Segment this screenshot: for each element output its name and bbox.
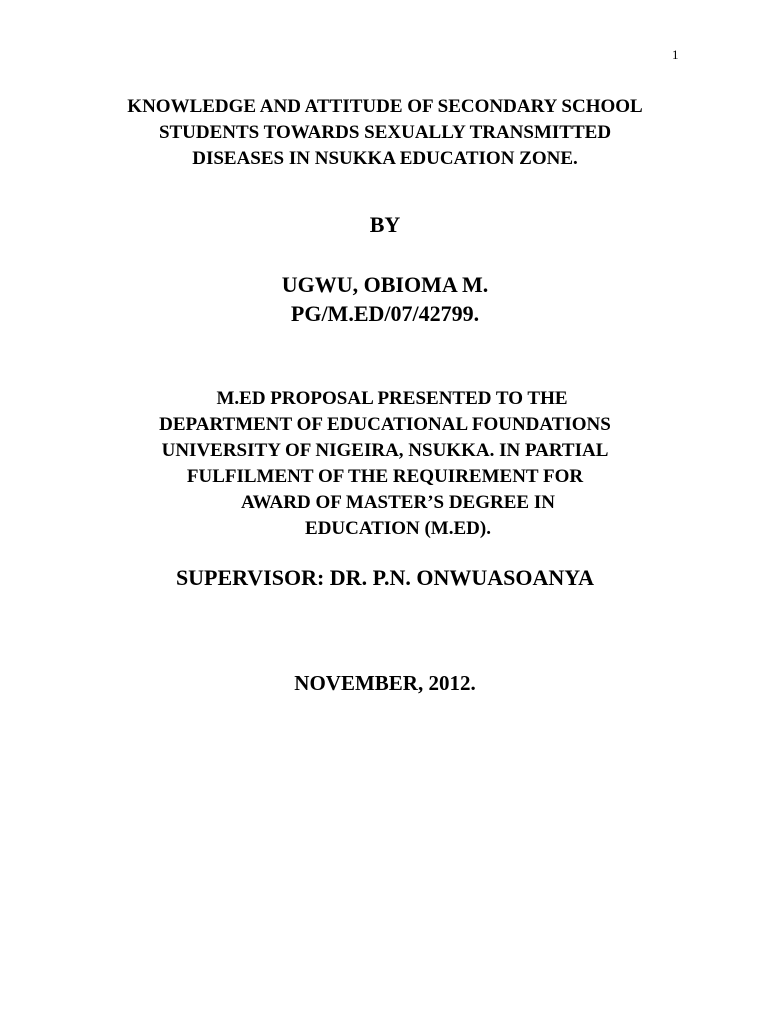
proposal-line: DEPARTMENT OF EDUCATIONAL FOUNDATIONS [159,414,611,435]
proposal-line: M.ED PROPOSAL PRESENTED TO THE [216,388,568,409]
page-number: 1 [672,47,679,62]
title-line: KNOWLEDGE AND ATTITUDE OF SECONDARY SCHOOL [127,96,643,117]
proposal-line: AWARD OF MASTER’S DEGREE IN [241,492,555,513]
by-label: BY [369,212,401,237]
document-title [0,94,770,172]
proposal-line: FULFILMENT OF THE REQUIREMENT FOR [186,466,584,487]
proposal-line: EDUCATION (M.ED). [305,518,491,539]
author-name: UGWU, OBIOMA M. [281,272,489,297]
submission-date: NOVEMBER, 2012. [294,671,476,695]
title-line: DISEASES IN NSUKKA EDUCATION ZONE. [192,148,578,169]
author-block [0,270,770,328]
registration-number: PG/M.ED/07/42799. [290,301,480,326]
supervisor-line: SUPERVISOR: DR. P.N. ONWUASOANYA [175,565,595,590]
proposal-line: UNIVERSITY OF NIGEIRA, NSUKKA. IN PARTIAL [161,440,609,461]
proposal-statement [0,386,770,542]
title-line: STUDENTS TOWARDS SEXUALLY TRANSMITTED [158,122,612,143]
